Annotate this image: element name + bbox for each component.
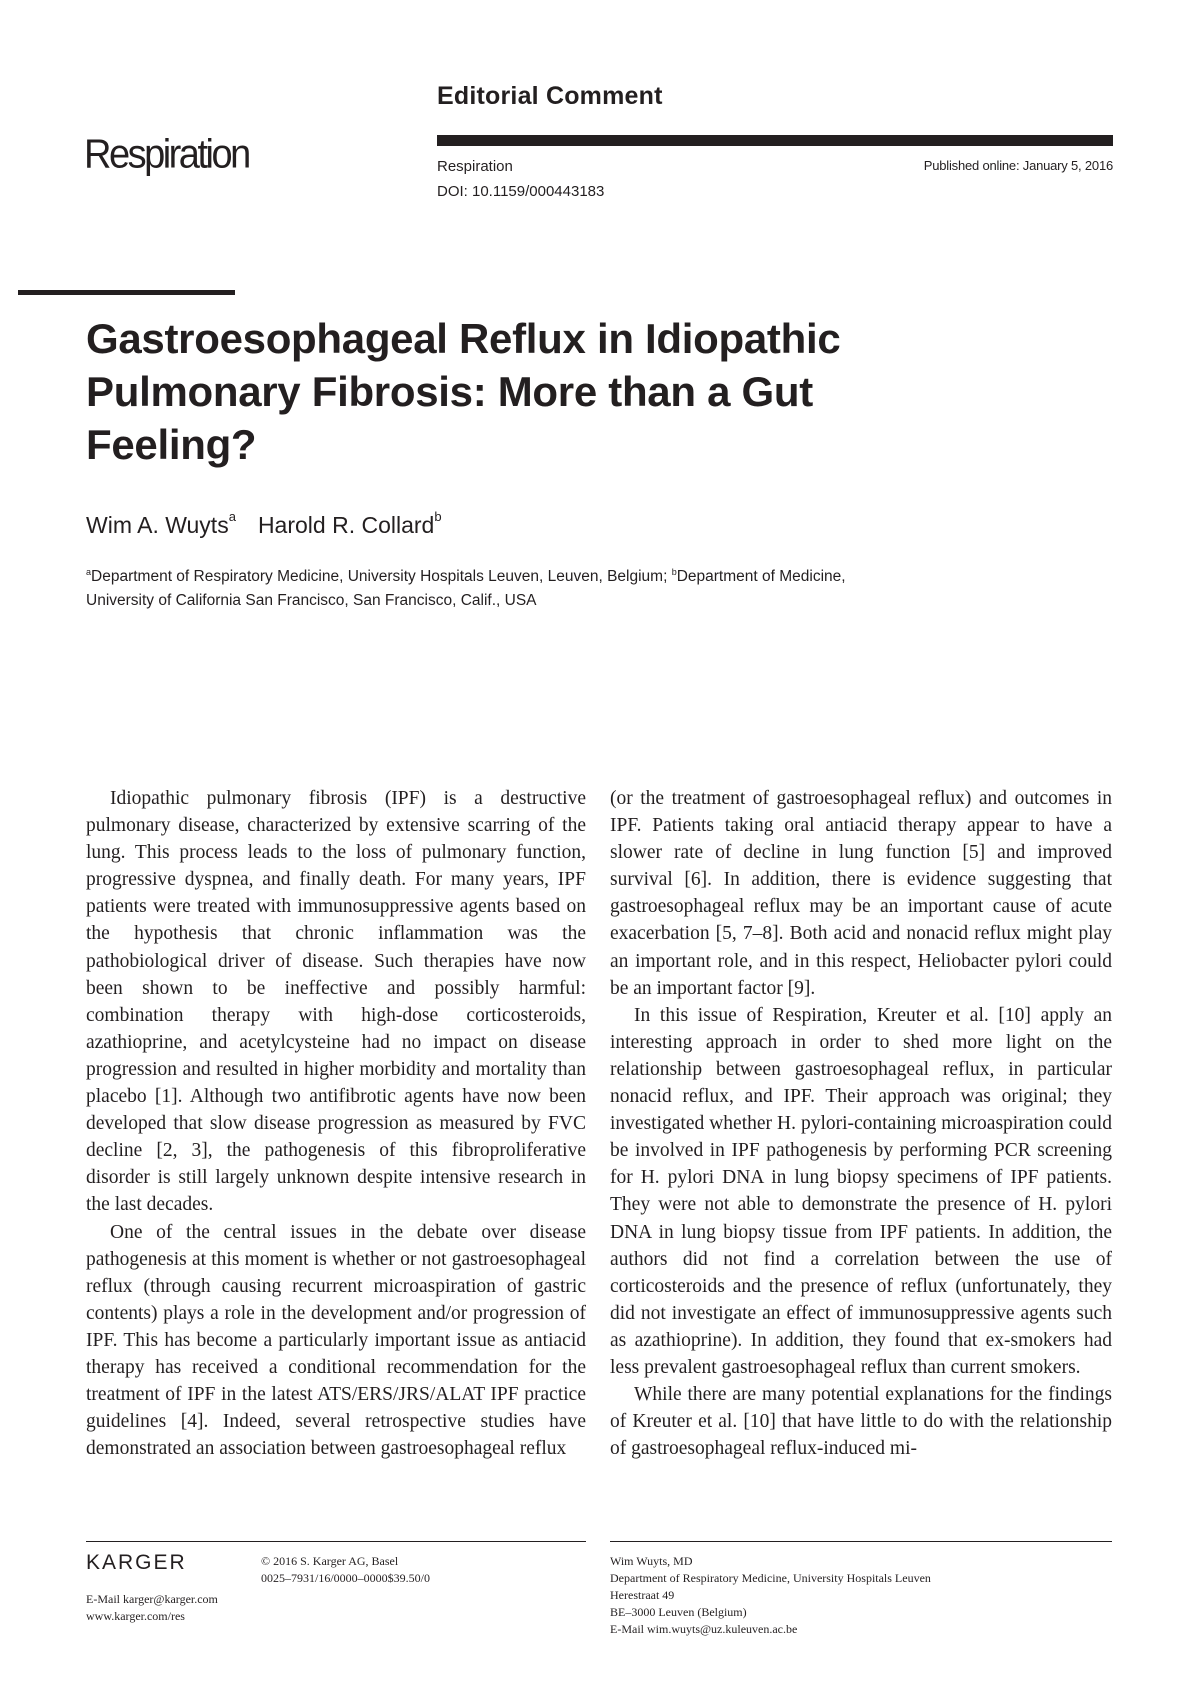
- journal-logo: Respiration: [84, 132, 249, 178]
- body-paragraph: Idiopathic pulmonary fibrosis (IPF) is a destructive pulmonary disease, characterized by extensive scarring of the lung. This process leads to the loss of pulmonary function, progressive dyspnea, and finally death. For many years, IPF patients were treated with immunosuppressive agents based on the hypothesis that chronic inflammation was the pathobiological driver of disease. Such therapies have now been shown to be ineffective and possibly harmful: combination therapy with high-dose corticosteroids, azathioprine, and acetylcysteine had no impact on disease progression and resulted in higher morbidity and mortality than placebo [1]. Although two antifibrotic agents have now been developed that slow disease progression as measured by FVC decline [2, 3], the pathogenesis of this fibroproliferative disorder is still largely unknown despite intensive research in the last decades.: [86, 788, 586, 1216]
- affiliation-mark: b: [434, 509, 442, 525]
- copyright-notice: [261, 1553, 430, 1587]
- affiliations: [86, 565, 1006, 613]
- title-rule: [18, 290, 235, 295]
- publisher-email[interactable]: E-Mail karger@karger.com: [86, 1592, 218, 1606]
- correspondence-line: Department of Respiratory Medicine, University Hospitals Leuven: [610, 1571, 931, 1585]
- footer-rule: [610, 1541, 1112, 1542]
- affiliation-text: Department of Medicine,: [676, 568, 846, 585]
- author-name: Wim A. Wuyts: [86, 512, 229, 538]
- body-column-left: [86, 785, 586, 1462]
- affiliation-text: Department of Respiratory Medicine, University Hospitals Leuven, Leuven, Belgium;: [91, 568, 672, 585]
- copyright-line: 0025–7931/16/0000–0000$39.50/0: [261, 1571, 431, 1585]
- affiliation-mark: b: [671, 566, 677, 577]
- correspondence-email[interactable]: E-Mail wim.wuyts@uz.kuleuven.ac.be: [610, 1622, 798, 1636]
- doi[interactable]: DOI: 10.1159/000443183: [437, 183, 605, 200]
- correspondence-line: BE–3000 Leuven (Belgium): [610, 1605, 747, 1619]
- article-title: Gastroesophageal Reflux in Idiopathic Pulmonary Fibrosis: More than a Gut Feeling?: [86, 315, 841, 468]
- body-paragraph: (or the treatment of gastroesophageal reflux) and outcomes in IPF. Patients taking oral antiacid therapy appear to have a slower rate of decline in lung function [5] and improved survival [6]. In addition, there is evidence suggesting that gastroesophageal reflux may be an important cause of acute exacerbation [5, 7–8]. Both acid and nonacid reflux might play an important role, and in this respect, Heliobacter pylori could be an important factor [9].: [610, 788, 1112, 999]
- journal-name: Respiration: [437, 158, 513, 175]
- correspondence-line: Herestraat 49: [610, 1588, 675, 1602]
- publisher-logo: KARGER: [86, 1551, 187, 1574]
- author-name: Harold R. Collard: [257, 512, 435, 538]
- copyright-line: © 2016 S. Karger AG, Basel: [261, 1554, 399, 1568]
- publisher-contact: [86, 1591, 218, 1625]
- correspondence-line: Wim Wuyts, MD: [610, 1554, 693, 1568]
- affiliation-mark: a: [228, 509, 236, 525]
- body-paragraph: While there are many potential explanations for the findings of Kreuter et al. [10] that have little to do with the relationship of gastroesophageal reflux-induced mi-: [610, 1384, 1112, 1460]
- body-paragraph: In this issue of Respiration, Kreuter et al. [10] apply an interesting approach in order to shed more light on the relationship between gastroesophageal reflux, in particular nonacid reflux, and IPF. Their approach was original; they investigated whether H. pylori-containing microaspiration could be involved in IPF pathogenesis by performing PCR screening for H. pylori DNA in lung biopsy specimens of IPF patients. They were not able to demonstrate the presence of H. pylori DNA in lung biopsy tissue from IPF patients. In addition, the authors did not find a correlation between the use of corticosteroids and the presence of reflux (unfortunately, they did not investigate an effect of immunosuppressive agents such as azathioprine). In addition, they found that ex-smokers had less prevalent gastroesophageal reflux than current smokers.: [610, 1004, 1112, 1378]
- author-list: [86, 509, 442, 539]
- publisher-website[interactable]: www.karger.com/res: [86, 1609, 185, 1623]
- correspondence-address: [610, 1553, 931, 1638]
- body-column-right: [610, 785, 1112, 1462]
- affiliation-mark: a: [86, 566, 92, 577]
- header-rule: [437, 135, 1113, 146]
- body-paragraph: One of the central issues in the debate over disease pathogenesis at this moment is whether or not gastroesophageal reflux (through causing recurrent microaspiration of gastric contents) plays a role in the development and/or progression of IPF. This has become a particularly important issue as antiacid therapy has received a conditional recommendation for the treatment of IPF in the latest ATS/ERS/JRS/ALAT IPF practice guidelines [4]. Indeed, several retrospective studies have demonstrated an association between gastroesophageal reflux: [86, 1221, 586, 1460]
- affiliation-text: University of California San Francisco, San Francisco, Calif., USA: [86, 592, 537, 609]
- footer-rule: [86, 1541, 586, 1542]
- section-label: Editorial Comment: [437, 82, 663, 110]
- published-date: Published online: January 5, 2016: [923, 158, 1113, 173]
